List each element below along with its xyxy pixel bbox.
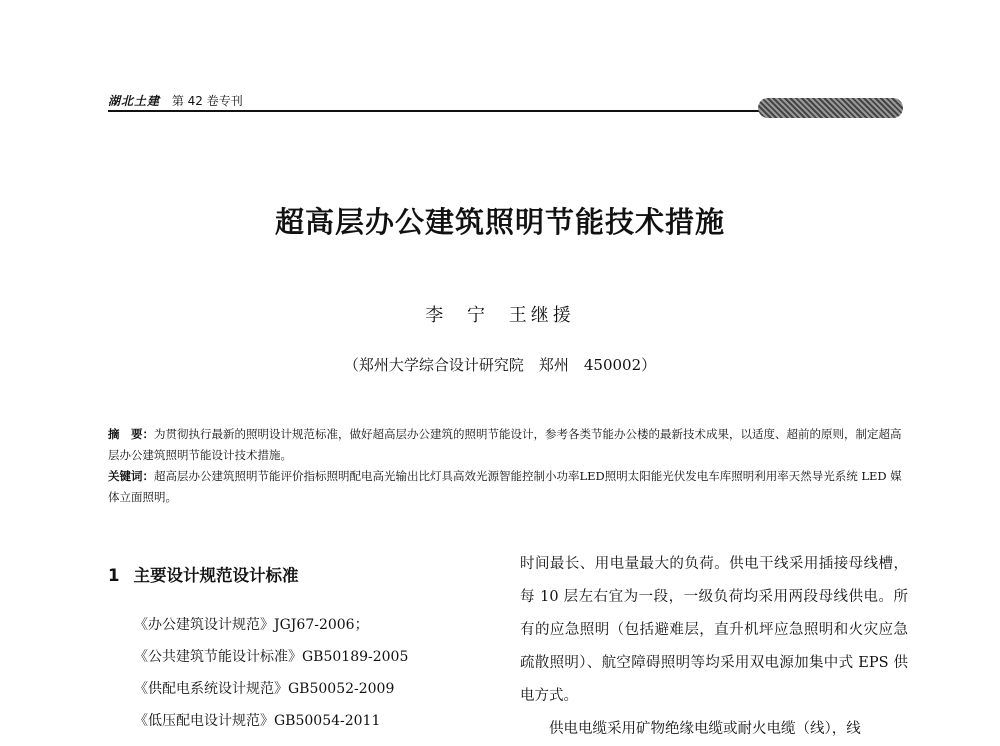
abstract-text: 为贯彻执行最新的照明设计规范标准，做好超高层办公建筑的照明节能设计，参考各类节能办公楼的最新技术成果，以适度、超前的原则，制定超高层办公建筑照明节能设计技术措施。 (108, 427, 902, 462)
keywords-text: 超高层办公建筑照明节能评价指标照明配电高光输出比灯具高效光源智能控制小功率LED照明太阳能光伏发电车库照明利用率天然导光系统 LED 媒体立面照明。 (108, 469, 902, 504)
author-affiliation: （郑州大学综合设计研究院 郑州 450002） (343, 356, 657, 374)
left-column (108, 562, 498, 737)
article-authors: 李 宁 王继援 (425, 305, 575, 326)
header-decoration (758, 98, 903, 118)
section-title: 主要设计规范设计标准 (133, 566, 299, 585)
reference-item: 《低压配电设计规范》GB50054-2011 (134, 713, 381, 729)
body-paragraph: 供电电缆采用矿物绝缘电缆或耐火电缆（线），线 (549, 721, 861, 737)
abstract-block (108, 424, 908, 508)
right-column (520, 548, 908, 746)
article-title: 超高层办公建筑照明节能技术措施 (274, 205, 725, 239)
abstract-label: 摘 要： (108, 427, 154, 441)
reference-item: 《公共建筑节能设计标准》GB50189-2005 (134, 649, 409, 665)
keywords-label: 关键词： (108, 469, 154, 483)
reference-item: 《办公建筑设计规范》JGJ67-2006； (134, 617, 369, 633)
journal-header (108, 92, 243, 109)
journal-issue: 第 42 卷专刊 (171, 94, 243, 108)
abstract (108, 424, 908, 466)
reference-item: 《供配电系统设计规范》GB50052-2009 (134, 681, 395, 697)
body-paragraph: 时间最长、用电量最大的负荷。供电干线采用插接母线槽，每 10 层左右宜为一段，一级负荷均采用两段母线供电。所有的应急照明（包括避难层，直升机坪应急照明和火灾应急疏散照明）、航空障碍照明等均采用双电源加集中式 EPS 供电方式。 (520, 556, 908, 704)
section-number: 1 (108, 566, 120, 585)
keywords (108, 466, 908, 508)
journal-name: 湖北土建 (108, 94, 161, 108)
section-heading (108, 562, 498, 586)
